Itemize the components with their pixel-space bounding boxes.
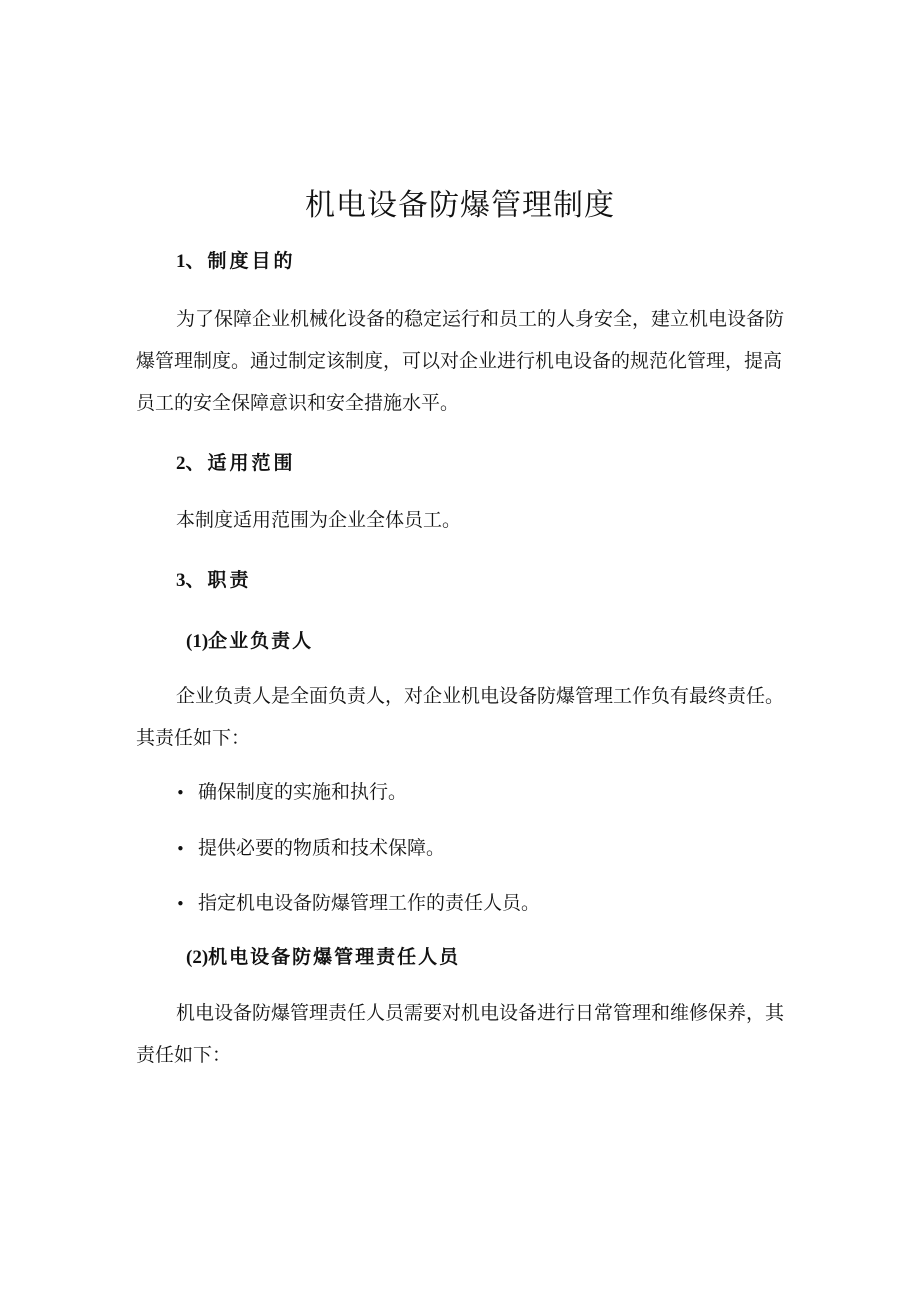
section-1-paragraph: 为了保障企业机械化设备的稳定运行和员工的人身安全，建立机电设备防爆管理制度。通过制定该制度，可以对企业进行机电设备的规范化管理，提高员工的安全保障意识和安全措施水平。	[136, 308, 785, 414]
section-2-heading	[176, 450, 296, 477]
bullet-icon: •	[176, 784, 185, 802]
subsection-1-number: (1)	[186, 631, 209, 652]
section-1-title: 、制度目的	[185, 250, 296, 272]
subsection-2-paragraph: 机电设备防爆管理责任人员需要对机电设备进行日常管理和维修保养，其责任如下：	[136, 1002, 785, 1066]
section-2-paragraph: 本制度适用范围为企业全体员工。	[176, 509, 462, 531]
section-3-number: 3	[176, 570, 186, 591]
section-2-number: 2	[176, 453, 186, 474]
subsection-2-title: 机电设备防爆管理责任人员	[208, 946, 461, 968]
bullet-icon: •	[176, 895, 185, 913]
bullet-text: 指定机电设备防爆管理工作的责任人员。	[198, 892, 541, 914]
subsection-1-paragraph: 企业负责人是全面负责人，对企业机电设备防爆管理工作负有最终责任。其责任如下：	[136, 685, 785, 749]
document-title: 机电设备防爆管理制度	[305, 188, 615, 223]
subsection-2-number: (2)	[186, 947, 209, 968]
subsection-1-title: 企业负责人	[208, 630, 314, 652]
section-1-number: 1	[176, 251, 186, 272]
bullet-text: 提供必要的物质和技术保障。	[198, 837, 446, 859]
bullet-icon: •	[176, 840, 185, 858]
bullet-item	[176, 835, 445, 862]
subsection-2-heading	[186, 944, 460, 971]
section-3-title: 、职责	[185, 569, 252, 591]
bullet-item	[176, 890, 540, 917]
section-1-heading	[176, 248, 296, 275]
section-3-heading	[176, 567, 252, 594]
section-2-title: 、适用范围	[185, 452, 296, 474]
subsection-1-heading	[186, 628, 313, 655]
bullet-text: 确保制度的实施和执行。	[198, 781, 408, 803]
bullet-item	[176, 779, 407, 806]
